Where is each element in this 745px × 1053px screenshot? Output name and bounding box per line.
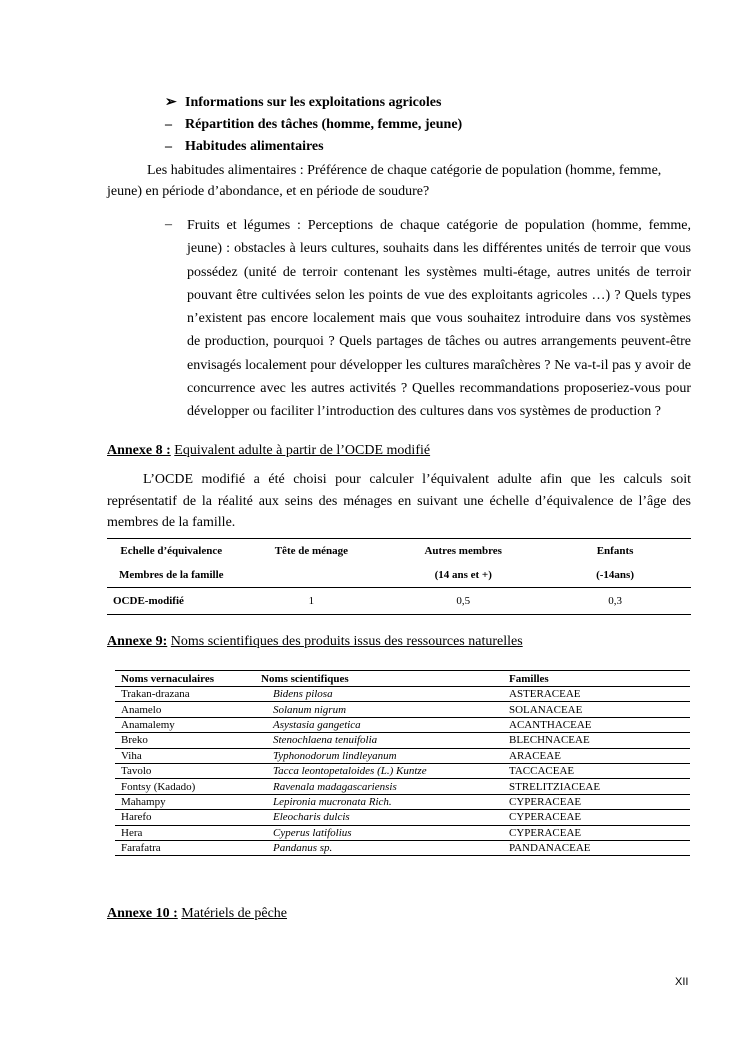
header-cell: Familles <box>509 671 690 687</box>
vernacular-name-cell: Harefo <box>115 810 261 825</box>
table-cell: 1 <box>308 595 315 607</box>
header-cell: Membres de la famille <box>118 569 224 581</box>
scientific-name-cell: Pandanus sp. <box>261 840 509 855</box>
vernacular-name-cell: Trakan-drazana <box>115 687 261 702</box>
bullet-exploitations <box>165 94 441 111</box>
scientific-name-cell: Solanum nigrum <box>261 702 509 717</box>
table-header-row <box>107 563 691 588</box>
table-row <box>107 588 691 615</box>
annex8-title: Equivalent adulte à partir de l’OCDE modifié <box>174 443 431 458</box>
annex8-heading <box>107 443 430 459</box>
annex8-label: Annexe 8 : <box>107 443 171 458</box>
family-name-cell: ACANTHACEAE <box>509 717 690 732</box>
annex10-label: Annexe 10 : <box>107 906 178 921</box>
bullet-text: Répartition des tâches (homme, femme, jeune) <box>185 117 463 132</box>
header-cell: (-14ans) <box>596 569 634 581</box>
scientific-names-body <box>115 687 690 856</box>
page-number: XII <box>675 976 689 988</box>
table-row <box>115 779 690 794</box>
scientific-name-cell: Bidens pilosa <box>261 687 509 702</box>
vernacular-name-cell: Viha <box>115 748 261 763</box>
scientific-name-cell: Stenochlaena tenuifolia <box>261 733 509 748</box>
family-name-cell: ASTERACEAE <box>509 687 690 702</box>
header-cell: Autres membres <box>424 545 502 557</box>
table-cell: OCDE-modifié <box>113 595 184 607</box>
table-row <box>115 810 690 825</box>
family-name-cell: CYPERACEAE <box>509 794 690 809</box>
bullet-text: Habitudes alimentaires <box>185 139 324 154</box>
table-cell: 0,5 <box>456 595 471 607</box>
table-row <box>115 702 690 717</box>
scientific-name-cell: Ravenala madagascariensis <box>261 779 509 794</box>
header-cell: Enfants <box>596 545 634 557</box>
annex9-title: Noms scientifiques des produits issus des ressources naturelles <box>170 634 523 649</box>
table-row <box>115 717 690 732</box>
vernacular-name-cell: Anamelo <box>115 702 261 717</box>
vernacular-name-cell: Breko <box>115 733 261 748</box>
dash-bullet-icon: – <box>165 217 172 232</box>
bullet-habitudes <box>165 139 324 155</box>
vernacular-name-cell: Tavolo <box>115 763 261 778</box>
header-cell: (14 ans et +) <box>434 569 492 581</box>
equivalence-table <box>107 538 691 615</box>
table-row <box>115 840 690 855</box>
scientific-names-table <box>115 670 690 856</box>
dash-bullet-icon: – <box>165 139 172 154</box>
header-cell: Noms vernaculaires <box>115 671 261 687</box>
table-row <box>115 825 690 840</box>
annex9-heading <box>107 634 523 650</box>
family-name-cell: CYPERACEAE <box>509 810 690 825</box>
annex10-heading <box>107 906 287 922</box>
bullet-text: Informations sur les exploitations agricoles <box>185 95 442 110</box>
table-row <box>115 763 690 778</box>
annex8-paragraph: L’OCDE modifié a été choisi pour calculer l’équivalent adulte afin que les calculs soit représentatif de la réalité aux seins des ménages en suivant une échelle d’équivalence de l’âge des membres de la famille. <box>107 472 691 530</box>
family-name-cell: PANDANACEAE <box>509 840 690 855</box>
family-name-cell: TACCACEAE <box>509 763 690 778</box>
table-row <box>115 748 690 763</box>
scientific-name-cell: Lepironia mucronata Rich. <box>261 794 509 809</box>
header-cell: Tête de ménage <box>274 545 349 557</box>
bullet-repartition <box>165 117 462 133</box>
table-header-row <box>115 671 690 687</box>
family-name-cell: CYPERACEAE <box>509 825 690 840</box>
vernacular-name-cell: Farafatra <box>115 840 261 855</box>
header-cell: Noms scientifiques <box>261 671 509 687</box>
vernacular-name-cell: Hera <box>115 825 261 840</box>
table-row <box>115 794 690 809</box>
dash-bullet-icon: – <box>165 117 172 132</box>
scientific-name-cell: Eleocharis dulcis <box>261 810 509 825</box>
scientific-name-cell: Typhonodorum lindleyanum <box>261 748 509 763</box>
vernacular-name-cell: Mahampy <box>115 794 261 809</box>
scientific-name-cell: Tacca leontopetaloides (L.) Kuntze <box>261 763 509 778</box>
family-name-cell: ARACEAE <box>509 748 690 763</box>
annex9-label: Annexe 9: <box>107 634 168 649</box>
family-name-cell: STRELITZIACEAE <box>509 779 690 794</box>
arrow-bullet-icon: ➢ <box>165 95 177 110</box>
fruits-legumes-paragraph: Fruits et légumes : Perceptions de chaque catégorie de population (homme, femme, jeune) : obstacles à leurs cultures, souhaits dans les différentes unités de terroir que vous possédez (unité de terroir contenant les systèmes multi-étage, autres unités de terroir pouvant être cultivées selon les points de vue des exploitants agricoles …) ? Quels types n’existent pas encore localement mais que vous souhaitez introduire dans vos systèmes de production, pourquoi ? Quels partages de tâches ou autres arrangements peuvent-être envisagés localement pour développer les cultures maraîchères ? Ne va-t-il pas y avoir de concurrence avec les autres activités ? Quelles recommandations proposeriez-vous pour développer ou faciliter l’introduction des cultures dans vos systèmes de production ? <box>187 218 691 420</box>
scientific-name-cell: Cyperus latifolius <box>261 825 509 840</box>
vernacular-name-cell: Fontsy (Kadado) <box>115 779 261 794</box>
vernacular-name-cell: Anamalemy <box>115 717 261 732</box>
scientific-name-cell: Asystasia gangetica <box>261 717 509 732</box>
header-cell <box>235 563 387 588</box>
family-name-cell: BLECHNACEAE <box>509 733 690 748</box>
header-cell: Echelle d’équivalence <box>120 545 223 557</box>
table-row <box>115 687 690 702</box>
table-row <box>115 733 690 748</box>
table-header-row <box>107 539 691 564</box>
family-name-cell: SOLANACEAE <box>509 702 690 717</box>
annex10-title: Matériels de pêche <box>181 906 288 921</box>
table-cell: 0,3 <box>608 595 622 607</box>
habitudes-paragraph: Les habitudes alimentaires : Préférence de chaque catégorie de population (homme, femme, jeune) en période d’abondance, et en période de soudure? <box>107 163 662 199</box>
